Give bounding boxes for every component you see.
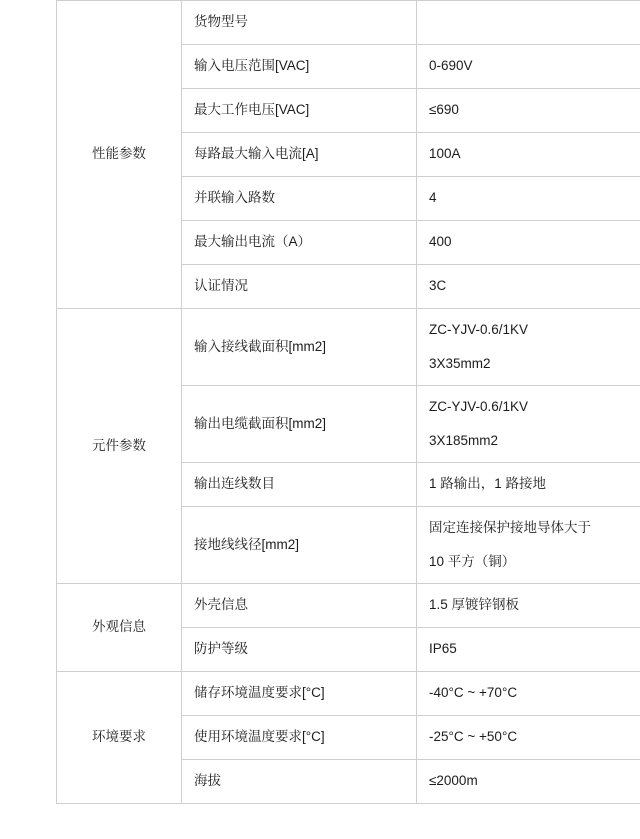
table-row xyxy=(57,584,640,628)
value-line: ≤2000m xyxy=(429,773,478,789)
value-line: 3C xyxy=(429,278,447,294)
parameter-value xyxy=(417,584,640,628)
value-line: 3X185mm2 xyxy=(429,433,499,448)
value-line: 10 平方（铜） xyxy=(429,554,516,569)
group-label: 元件参数 xyxy=(57,309,182,584)
parameter-label: 输出连线数目 xyxy=(182,463,417,507)
parameter-value xyxy=(417,628,640,672)
parameter-label: 防护等级 xyxy=(182,628,417,672)
parameter-value xyxy=(417,89,640,133)
value-line: -25°C ~ +50°C xyxy=(429,729,518,745)
parameter-label: 货物型号 xyxy=(182,1,417,45)
parameter-label: 每路最大输入电流[A] xyxy=(182,133,417,177)
table-row xyxy=(57,1,640,45)
parameter-value xyxy=(417,309,640,386)
table-row xyxy=(57,309,640,386)
parameter-label: 输入接线截面积[mm2] xyxy=(182,309,417,386)
parameter-label: 并联输入路数 xyxy=(182,177,417,221)
value-line: 1 路输出，1 路接地 xyxy=(429,476,547,492)
parameter-label: 海拔 xyxy=(182,760,417,804)
value-line: IP65 xyxy=(429,641,457,657)
parameter-value xyxy=(417,1,640,45)
value-line: 1.5 厚镀锌钢板 xyxy=(429,597,520,613)
parameter-label: 最大工作电压[VAC] xyxy=(182,89,417,133)
value-line: 固定连接保护接地导体大于 xyxy=(429,519,591,535)
parameter-label: 输出电缆截面积[mm2] xyxy=(182,386,417,463)
table-row xyxy=(57,672,640,716)
parameter-value xyxy=(417,221,640,265)
specifications-table xyxy=(56,0,640,804)
parameter-label: 输入电压范围[VAC] xyxy=(182,45,417,89)
parameter-value xyxy=(417,672,640,716)
parameter-value xyxy=(417,265,640,309)
group-label: 环境要求 xyxy=(57,672,182,804)
parameter-value xyxy=(417,45,640,89)
parameter-value xyxy=(417,177,640,221)
value-line: 3X35mm2 xyxy=(429,356,491,371)
value-line: 400 xyxy=(429,234,452,250)
value-line: 100A xyxy=(429,146,461,162)
value-line: -40°C ~ +70°C xyxy=(429,685,518,701)
parameter-label: 储存环境温度要求[°C] xyxy=(182,672,417,716)
parameter-label: 认证情况 xyxy=(182,265,417,309)
parameter-value xyxy=(417,716,640,760)
parameter-label: 使用环境温度要求[°C] xyxy=(182,716,417,760)
value-line: ZC-YJV-0.6/1KV xyxy=(429,398,529,414)
value-line: ZC-YJV-0.6/1KV xyxy=(429,321,529,337)
parameter-value xyxy=(417,463,640,507)
group-label: 性能参数 xyxy=(57,1,182,309)
parameter-value xyxy=(417,386,640,463)
parameter-value xyxy=(417,760,640,804)
specifications-table-body xyxy=(57,1,640,804)
value-line: 4 xyxy=(429,190,437,206)
parameter-label: 外壳信息 xyxy=(182,584,417,628)
group-label: 外观信息 xyxy=(57,584,182,672)
parameter-label: 最大输出电流（A） xyxy=(182,221,417,265)
value-line: ≤690 xyxy=(429,102,459,118)
parameter-value xyxy=(417,507,640,584)
parameter-label: 接地线线径[mm2] xyxy=(182,507,417,584)
parameter-value xyxy=(417,133,640,177)
value-line: 0-690V xyxy=(429,58,473,74)
